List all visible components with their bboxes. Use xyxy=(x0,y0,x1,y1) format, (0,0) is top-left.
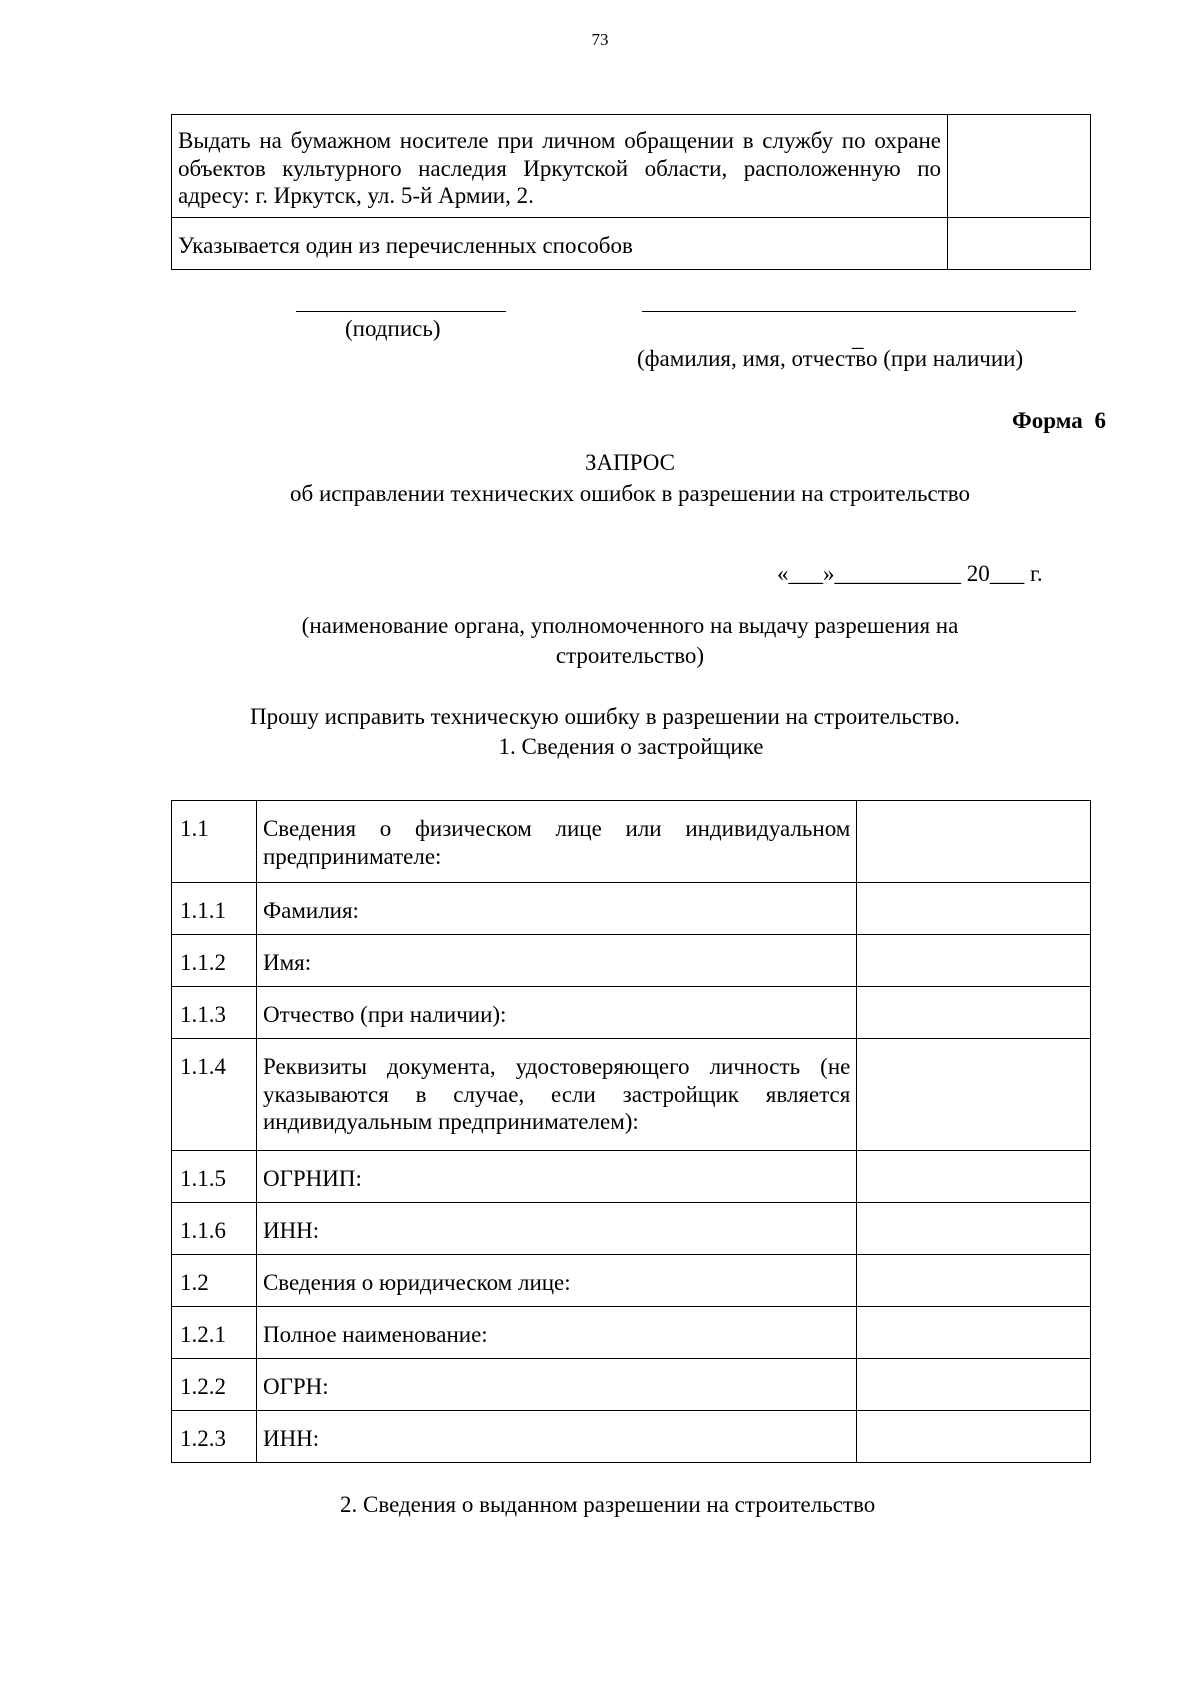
full-name-caption: (фамилия, имя, отчество (при наличии) xyxy=(637,346,1024,371)
page-number: 73 xyxy=(591,30,609,49)
full-name-dash: _ xyxy=(852,326,864,351)
row-number: 1.1.6 xyxy=(172,1203,257,1255)
table-row xyxy=(172,115,1091,218)
row-number: 1.1.2 xyxy=(172,935,257,987)
row-label: Сведения о юридическом лице: xyxy=(256,1255,856,1307)
request-subtitle: об исправлении технических ошибок в разрешении на строительство xyxy=(290,481,970,506)
row-value-cell[interactable] xyxy=(857,883,1091,935)
row-label: ИНН: xyxy=(256,1203,856,1255)
delivery-option-mark-cell[interactable] xyxy=(948,115,1091,218)
full-name-line[interactable] xyxy=(642,311,1076,312)
row-label: Сведения о физическом лице или индивидуальном предпринимателе: xyxy=(256,801,856,883)
row-label: Имя: xyxy=(256,935,856,987)
table-row xyxy=(172,935,1091,987)
row-label: ОГРНИП: xyxy=(256,1151,856,1203)
request-body-text: Прошу исправить техническую ошибку в разрешении на строительство. xyxy=(250,704,961,729)
date-line[interactable]: «___»___________ 20___ г. xyxy=(777,561,1043,586)
row-number: 1.2.3 xyxy=(172,1411,257,1463)
row-label: Фамилия: xyxy=(256,883,856,935)
row-number: 1.2 xyxy=(172,1255,257,1307)
row-value-cell[interactable] xyxy=(857,1255,1091,1307)
row-value-cell[interactable] xyxy=(857,1411,1091,1463)
section2-title: 2. Сведения о выданном разрешении на строительство xyxy=(340,1492,876,1517)
row-number: 1.1.3 xyxy=(172,987,257,1039)
delivery-note-mark-cell[interactable] xyxy=(948,218,1091,270)
row-label: ИНН: xyxy=(256,1411,856,1463)
row-number: 1.2.1 xyxy=(172,1307,257,1359)
row-label: Полное наименование: xyxy=(256,1307,856,1359)
table-row xyxy=(172,1151,1091,1203)
table-row xyxy=(172,883,1091,935)
table-row xyxy=(172,801,1091,883)
table-row xyxy=(172,987,1091,1039)
request-title: ЗАПРОС xyxy=(584,450,676,475)
authority-caption-line1: (наименование органа, уполномоченного на выдачу разрешения на xyxy=(301,613,959,638)
authority-caption-line2: строительство) xyxy=(555,643,705,668)
delivery-method-table xyxy=(171,114,1091,270)
row-value-cell[interactable] xyxy=(857,1307,1091,1359)
table-row xyxy=(172,1203,1091,1255)
table-row xyxy=(172,1411,1091,1463)
row-value-cell[interactable] xyxy=(857,935,1091,987)
row-value-cell[interactable] xyxy=(857,987,1091,1039)
row-number: 1.2.2 xyxy=(172,1359,257,1411)
table-row xyxy=(172,1039,1091,1151)
row-number: 1.1.5 xyxy=(172,1151,257,1203)
delivery-option-text: Выдать на бумажном носителе при личном обращении в службу по охране объектов культурного наследия Иркутской области, расположенную по адресу: г. Иркутск, ул. 5-й Армии, 2. xyxy=(172,115,948,218)
row-value-cell[interactable] xyxy=(857,1359,1091,1411)
row-number: 1.1.1 xyxy=(172,883,257,935)
row-label: ОГРН: xyxy=(256,1359,856,1411)
row-number: 1.1.4 xyxy=(172,1039,257,1151)
row-value-cell[interactable] xyxy=(857,1203,1091,1255)
row-label: Реквизиты документа, удостоверяющего личность (не указываются в случае, если застройщик является индивидуальным предпринимателем): xyxy=(256,1039,856,1151)
row-label: Отчество (при наличии): xyxy=(256,987,856,1039)
section1-title: 1. Сведения о застройщике xyxy=(498,734,764,759)
row-value-cell[interactable] xyxy=(857,1151,1091,1203)
signature-caption: (подпись) xyxy=(345,316,441,341)
delivery-note-text: Указывается один из перечисленных способов xyxy=(172,218,948,270)
table-row xyxy=(172,1307,1091,1359)
row-value-cell[interactable] xyxy=(857,801,1091,883)
form-label: Форма 6 xyxy=(1012,408,1106,433)
applicant-info-table xyxy=(171,800,1091,1463)
row-value-cell[interactable] xyxy=(857,1039,1091,1151)
table-row xyxy=(172,1359,1091,1411)
row-number: 1.1 xyxy=(172,801,257,883)
table-row xyxy=(172,218,1091,270)
signature-line[interactable] xyxy=(296,311,506,312)
table-row xyxy=(172,1255,1091,1307)
